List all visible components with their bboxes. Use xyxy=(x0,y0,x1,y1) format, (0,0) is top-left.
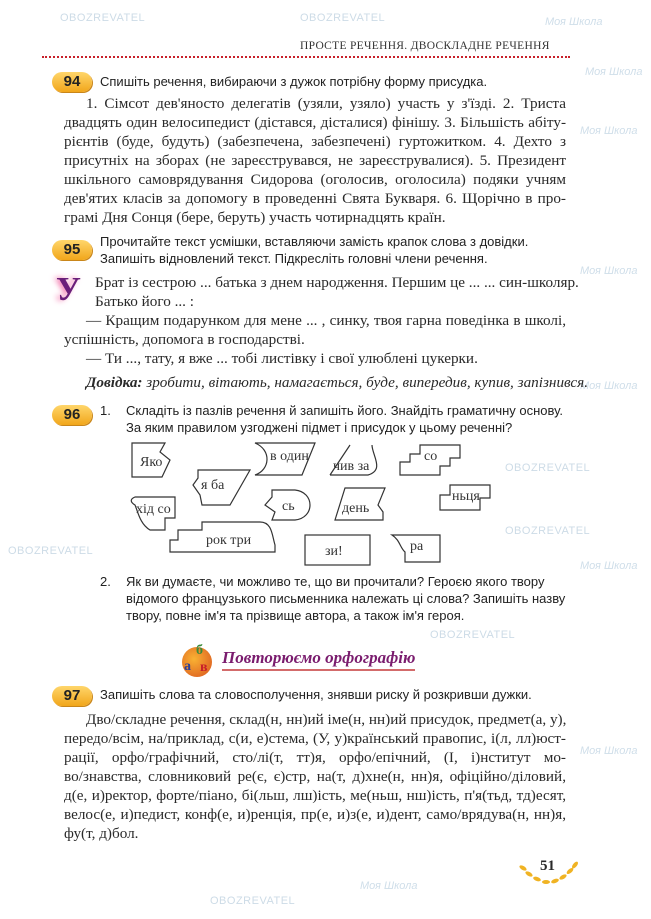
text-line: успішність, допомога в господарстві. xyxy=(64,331,305,348)
watermark: Моя Школа xyxy=(360,880,418,892)
puzzle-text: в один xyxy=(270,449,309,464)
puzzle-text: Яко xyxy=(140,455,163,470)
exercise-97-text xyxy=(64,710,566,843)
puzzle-text: со xyxy=(424,449,438,464)
task-line: Як ви думаєте, чи можливо те, що ви прочитали? Героєю якого твору xyxy=(126,574,545,589)
running-head: ПРОСТЕ РЕЧЕННЯ. ДВОСКЛАДНЕ РЕЧЕННЯ xyxy=(300,40,550,52)
puzzle-piece xyxy=(170,522,275,552)
reference-label: Довідка: xyxy=(86,374,143,391)
exercise-number-badge: 94 xyxy=(52,72,92,92)
text-line: — Кращим подарунком для мене ... , синку, твоя гарна поведінка в школі, xyxy=(86,312,566,329)
text-line: шкільного самоврядування Сидорова (оголосив, оголосила) подяки учням xyxy=(64,171,566,188)
puzzle-piece xyxy=(392,535,440,562)
watermark: Моя Школа xyxy=(580,265,638,277)
puzzle-piece xyxy=(132,443,170,477)
puzzle-piece xyxy=(305,535,370,565)
watermark: Моя Школа xyxy=(580,560,638,572)
puzzle-text: хід со xyxy=(136,502,171,517)
text-line: Брат із сестрою ... батька з днем народження. Першим це ... ... син-школяр. xyxy=(95,274,579,291)
exercise-task: Спишіть речення, вибираючи з дужок потрібну форму присудка. xyxy=(100,74,488,89)
puzzle-text: сь xyxy=(282,499,295,514)
puzzle-piece xyxy=(440,485,490,510)
puzzle-text: рок три xyxy=(206,533,252,548)
reference-text: зробити, вітають, намагається, буде, випередив, купив, запізнився. xyxy=(142,374,589,391)
watermark: Моя Школа xyxy=(585,66,643,78)
puzzle-text: я ба xyxy=(201,478,225,493)
puzzle-text: ньця xyxy=(452,489,480,504)
task-line: Прочитайте текст усмішки, вставляючи замість крапок слова з довідки. xyxy=(100,234,529,249)
watermark: OBOZREVATEL xyxy=(430,629,516,641)
exercise-task xyxy=(126,573,565,624)
exercise-task: Запишіть слова та словосполучення, знявши риску й розкривши дужки. xyxy=(100,687,532,702)
task-line: Запишіть відновлений текст. Підкресліть головні члени речення. xyxy=(100,251,488,266)
watermark: OBOZREVATEL xyxy=(8,545,94,557)
watermark: OBOZREVATEL xyxy=(210,895,296,907)
puzzle-text: ра xyxy=(410,539,424,554)
task-line: відомого французького письменника належать ці слова? Запишіть назву xyxy=(126,591,566,606)
task-line: твору, повне ім'я та прізвище автора, а також ім'я героя. xyxy=(126,608,465,623)
puzzle-text: чив за xyxy=(333,459,370,474)
text-line: во/знавства, словниковий ре(є, є)стр, на(т, д)хне(н, нн)я, офіційно/діловий, xyxy=(64,768,566,785)
section-title: Повторюємо орфографію xyxy=(222,648,415,671)
exercise-number-badge: 96 xyxy=(52,405,92,425)
text-line: грамі Дня Сонця (бере, беруть) участь чотирнадцять країн. xyxy=(64,209,446,226)
task-line: Складіть із пазлів речення й запишіть його. Знайдіть граматичну основу. xyxy=(126,403,563,418)
watermark: OBOZREVATEL xyxy=(300,12,386,24)
exercise-number-badge: 95 xyxy=(52,240,92,260)
puzzle-piece xyxy=(131,497,175,530)
text-line: Дво/складне речення, склад(н, нн)ий іме(н, нн)ий присудок, предмет(а, у), xyxy=(86,711,567,728)
puzzle-piece xyxy=(400,445,460,475)
smile-icon: У xyxy=(56,271,81,308)
text-line: рієнтів (буде, будуть) (забезпечена, забезпечені) гуртожитком. 4. Дехто з xyxy=(64,133,566,150)
puzzle-text: день xyxy=(342,501,370,516)
text-line: рації, орфо/графічний, сто/лі(т, тт)я, орфо/епічний, (І, і)нститут мо- xyxy=(64,749,566,766)
text-line: присутніх на зборах (не зареєструвався, не зареєструвалися). 5. Президент xyxy=(64,152,566,169)
watermark: Моя Школа xyxy=(580,125,638,137)
text-line: фу(т, д)бол. xyxy=(64,825,139,842)
question-number: 1. xyxy=(100,403,111,418)
puzzle-piece xyxy=(193,470,250,505)
orthography-logo-icon: б а в xyxy=(182,643,216,677)
text-line: велос(е, и)педист, конф(е, и)ренція, пр(е, и)з(е, и)дент, само/врядува(н, нн)я, xyxy=(64,806,566,823)
text-line: передо/всім, на/приклад, с(и, е)стема, (У, у)країнський правопис, і(л, лл)юст- xyxy=(64,730,566,747)
watermark: Моя Школа xyxy=(545,16,603,28)
watermark: OBOZREVATEL xyxy=(60,12,146,24)
page-number: 51 xyxy=(540,858,555,874)
watermark: OBOZREVATEL xyxy=(505,525,591,537)
puzzle-piece xyxy=(335,488,385,520)
exercise-number-badge: 97 xyxy=(52,686,92,706)
question-number: 2. xyxy=(100,574,111,589)
watermark: OBOZREVATEL xyxy=(505,462,591,474)
text-line: 1. Сімсот дев'яносто делегатів (узяли, узяло) участь у з'їзді. 2. Триста xyxy=(86,95,566,112)
text-line: двадцять один велосипедист (дістався, дісталися) фінішу. 3. Більшість абіту- xyxy=(64,114,566,131)
puzzle-piece xyxy=(255,443,315,475)
text-line: — Ти ..., тату, я вже ... тобі листівку і свої улюблені цукерки. xyxy=(86,350,478,367)
task-line: За яким правилом узгоджені підмет і присудок у цьому реченні? xyxy=(126,420,513,435)
text-line: дев'ятих класів за допомогу в проведенні Свята Букваря. 6. Щорічно в про- xyxy=(64,190,566,207)
watermark: Моя Школа xyxy=(580,745,638,757)
text-line: д(е, и)ректор, форте/піано, бі(льш, лш)ість, ме(ньш, нш)ість, п'я(тьд, тд)есят, xyxy=(64,787,566,804)
watermark: Моя Школа xyxy=(580,380,638,392)
puzzle-text: зи! xyxy=(325,544,343,559)
puzzle-piece xyxy=(265,490,310,520)
text-line: Батько його ... : xyxy=(95,293,194,310)
puzzle-piece xyxy=(330,445,377,475)
